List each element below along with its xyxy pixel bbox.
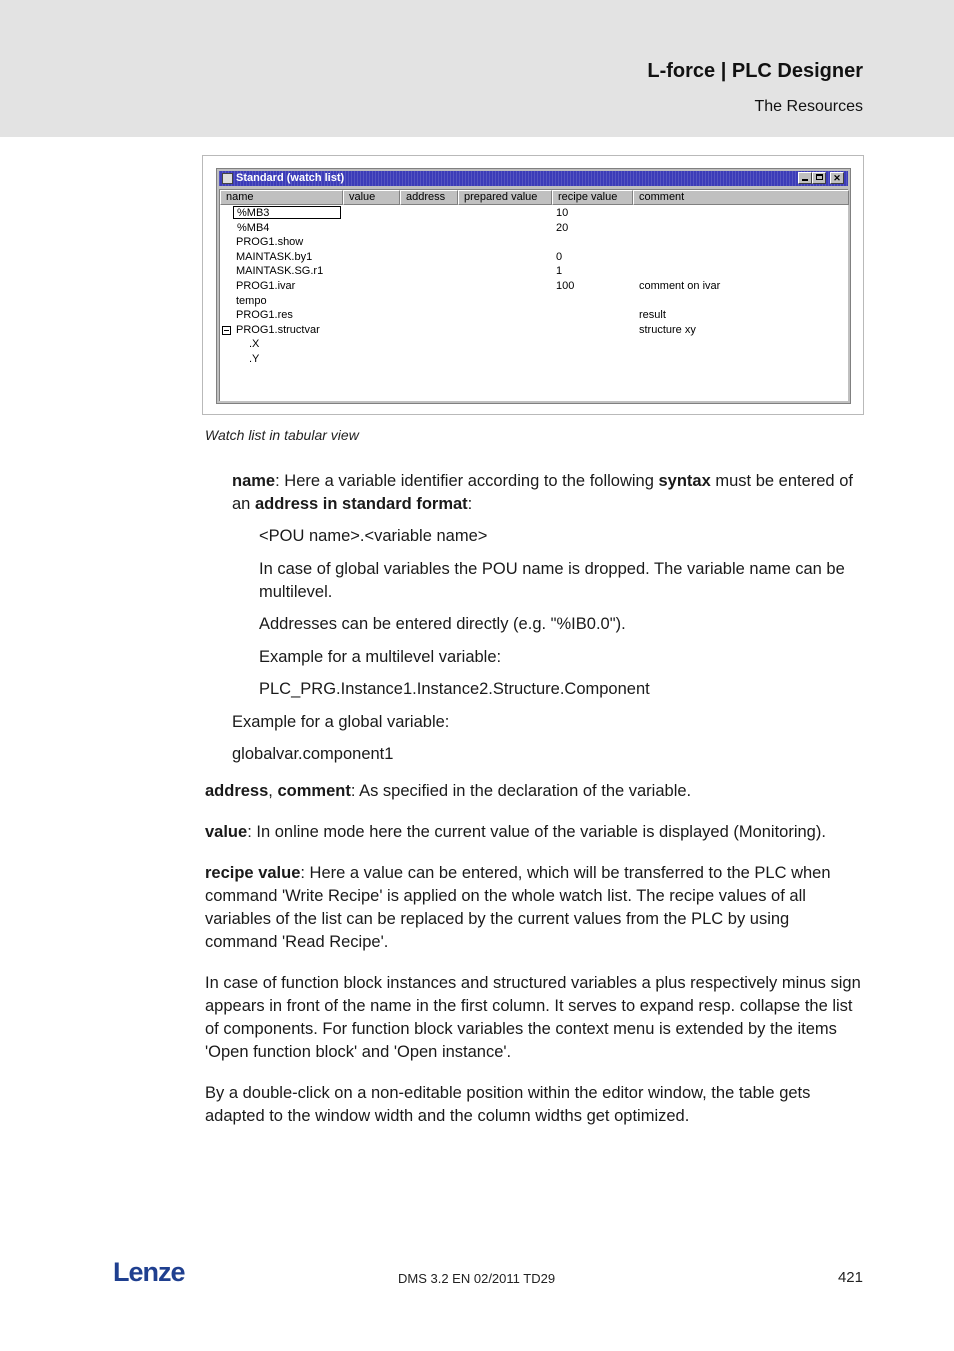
text: : In online mode here the current value of the variable is displayed (Monitoring). [247, 823, 826, 841]
close-button[interactable] [830, 172, 844, 184]
text: : Here a variable identifier according to the following [275, 472, 659, 490]
address-comment-description [205, 780, 870, 803]
close-icon: ✕ [833, 173, 841, 183]
row-name: PROG1.show [236, 236, 304, 249]
column-header-prepared-value[interactable]: prepared value [458, 190, 552, 205]
table-row[interactable] [220, 308, 848, 322]
row-recipe-value: 1 [556, 265, 563, 278]
multilevel-example: PLC_PRG.Instance1.Instance2.Structure.Component [259, 680, 650, 698]
double-click-paragraph: By a double-click on a non-editable position within the editor window, the table gets adapted to the window width and the column widths get optimized. [205, 1084, 811, 1125]
header-title: L-force | PLC Designer [647, 60, 863, 82]
row-name: %MB3 [237, 207, 270, 219]
recipe-value-description [205, 862, 865, 954]
maximize-button[interactable] [812, 172, 826, 184]
row-recipe-value: 10 [556, 207, 569, 219]
row-name: tempo [236, 294, 267, 307]
minimize-icon [802, 179, 808, 181]
multilevel-example-label: Example for a multilevel variable: [259, 648, 502, 666]
row-recipe-value: 20 [556, 221, 569, 234]
minimize-button[interactable] [798, 172, 812, 184]
column-header-address[interactable]: address [400, 190, 458, 205]
watch-list-icon [222, 173, 233, 184]
row-name: PROG1.ivar [236, 280, 296, 292]
window-title: Standard (watch list) [236, 172, 345, 184]
row-name: %MB4 [237, 221, 270, 234]
table-row[interactable] [220, 294, 848, 308]
table-row[interactable] [220, 279, 848, 293]
table-row[interactable] [220, 206, 848, 220]
row-name: MAINTASK.SG.r1 [236, 265, 324, 278]
row-name: .Y [249, 353, 260, 365]
address-direct-text: Addresses can be entered directly (e.g. "%IB0.0"). [259, 615, 626, 633]
text: : [467, 495, 473, 513]
global-example: globalvar.component1 [232, 745, 394, 763]
header-subtitle: The Resources [754, 98, 863, 115]
column-header-value[interactable]: value [343, 190, 400, 205]
watch-list-screenshot [202, 155, 864, 415]
text: : Here a value can be entered, which will be transferred to the PLC when command 'Write Recipe' is applied on the whole watch list. The recipe values of all variables of the list can be replaced by the current values from the PLC by using command 'Read Recipe'. [205, 864, 831, 951]
column-header-comment[interactable]: comment [633, 190, 849, 205]
row-comment: structure xy [639, 323, 696, 336]
term-address: address [205, 782, 269, 800]
function-block-paragraph: In case of function block instances and structured variables a plus respectively minus sign appears in front of the name in the first column. It serves to expand resp. collapse the list of components. For function block variables the context menu is extended by the items 'Open function block' and 'Open instance'. [205, 974, 861, 1061]
column-header-recipe-value[interactable]: recipe value [552, 190, 633, 205]
lenze-logo: Lenze [113, 1257, 185, 1287]
table-row[interactable] [220, 264, 848, 278]
document-id: DMS 3.2 EN 02/2011 TD29 [398, 1271, 556, 1286]
row-name: MAINTASK.by1 [236, 250, 313, 263]
global-dropped-text: In case of global variables the POU name is dropped. The variable name can be multilevel. [259, 560, 845, 601]
value-description [205, 821, 870, 844]
column-header-name[interactable]: name [220, 190, 343, 205]
global-example-label: Example for a global variable: [232, 713, 450, 731]
row-name: PROG1.structvar [236, 323, 320, 336]
window-titlebar[interactable] [219, 171, 848, 186]
row-comment: result [639, 309, 666, 322]
header-band [0, 0, 954, 137]
maximize-icon [816, 174, 823, 180]
term-syntax: syntax [658, 472, 711, 490]
column-headers [220, 190, 848, 205]
term-value: value [205, 823, 248, 841]
term-address-standard-format: address in standard format [254, 495, 468, 513]
figure-caption: Watch list in tabular view [205, 427, 359, 443]
table-row[interactable] [220, 352, 848, 366]
term-comment: comment [277, 782, 351, 800]
table-row[interactable] [220, 250, 848, 264]
row-recipe-value: 100 [556, 280, 575, 292]
text: , [268, 782, 278, 800]
watch-list-window [216, 168, 851, 404]
table-row[interactable] [220, 337, 848, 351]
table-row[interactable] [220, 221, 848, 235]
table-row[interactable] [220, 235, 848, 249]
row-name: .X [249, 338, 260, 351]
watch-list-table[interactable] [219, 189, 848, 401]
table-row[interactable] [220, 323, 848, 337]
name-description [232, 470, 868, 516]
page-number: 421 [837, 1269, 863, 1286]
term-name: name [232, 472, 276, 490]
minus-icon [224, 330, 229, 331]
row-name: PROG1.res [236, 309, 293, 322]
text: must be entered of an [232, 472, 853, 513]
syntax-line: <POU name>.<variable name> [259, 527, 488, 545]
row-recipe-value: 0 [556, 250, 563, 263]
term-recipe-value: recipe value [205, 864, 301, 882]
collapse-minus-icon[interactable] [222, 326, 231, 335]
text: : As specified in the declaration of the variable. [350, 782, 692, 800]
row-comment: comment on ivar [639, 280, 721, 292]
